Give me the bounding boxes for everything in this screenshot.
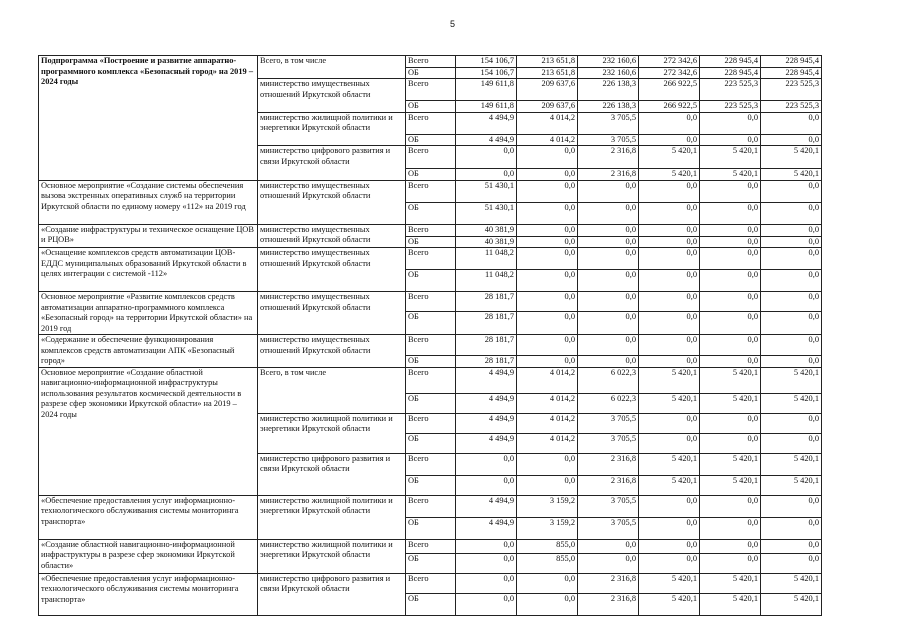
value-cell: 232 160,6 [578,67,639,79]
value-cell: 0,0 [761,355,822,367]
value-cell: 0,0 [700,517,761,539]
value-cell: 0,0 [517,146,578,169]
value-cell: 0,0 [639,312,700,335]
measure-name-cell: «Создание инфраструктуры и техническое оснащение ЦОВ и РЦОВ» [39,224,258,248]
value-cell: 0,0 [761,335,822,356]
executor-cell: министерство имущественных отношений Иркутской области [258,180,406,224]
value-cell: 0,0 [639,248,700,270]
table-row [39,224,822,236]
value-cell: 272 342,6 [639,67,700,79]
funding-source-cell: Всего [406,539,456,553]
value-cell: 5 420,1 [761,475,822,495]
value-cell: 0,0 [700,180,761,202]
value-cell: 149 611,8 [456,101,517,113]
value-cell: 0,0 [700,270,761,292]
funding-source-cell: Всего [406,367,456,393]
funding-source-cell: Всего [406,79,456,101]
value-cell: 0,0 [578,224,639,236]
executor-cell: министерство имущественных отношений Иркутской области [258,79,406,113]
value-cell: 0,0 [517,270,578,292]
value-cell: 209 637,6 [517,101,578,113]
value-cell: 4 494,9 [456,112,517,134]
value-cell: 5 420,1 [639,593,700,615]
value-cell: 0,0 [639,355,700,367]
value-cell: 0,0 [517,593,578,615]
measure-name-cell: «Создание областной навигационно-информационной инфраструктуры в разрезе сфер экономики Иркутской области» [39,539,258,573]
value-cell: 0,0 [700,312,761,335]
funding-source-cell: Всего [406,292,456,312]
executor-cell: министерство цифрового развития и связи Иркутской области [258,573,406,615]
value-cell: 0,0 [761,236,822,248]
value-cell: 0,0 [700,202,761,224]
funding-source-cell: ОБ [406,355,456,367]
value-cell: 0,0 [639,202,700,224]
value-cell: 228 945,4 [700,67,761,79]
executor-cell: министерство жилищной политики и энергетики Иркутской области [258,413,406,453]
value-cell: 0,0 [761,224,822,236]
executor-cell: министерство имущественных отношений Иркутской области [258,292,406,335]
value-cell: 3 159,2 [517,495,578,517]
value-cell: 2 316,8 [578,475,639,495]
value-cell: 213 651,8 [517,56,578,68]
value-cell: 0,0 [578,236,639,248]
value-cell: 40 381,9 [456,236,517,248]
table-row [39,248,822,270]
value-cell: 5 420,1 [700,367,761,393]
value-cell: 0,0 [578,248,639,270]
funding-source-cell: Всего [406,112,456,134]
value-cell: 0,0 [700,413,761,433]
value-cell: 5 420,1 [700,453,761,475]
value-cell: 0,0 [700,553,761,573]
value-cell: 28 181,7 [456,355,517,367]
executor-cell: министерство имущественных отношений Иркутской области [258,335,406,368]
value-cell: 0,0 [578,312,639,335]
value-cell: 0,0 [517,180,578,202]
value-cell: 4 494,9 [456,134,517,146]
value-cell: 5 420,1 [761,593,822,615]
executor-cell: министерство жилищной политики и энергетики Иркутской области [258,112,406,146]
value-cell: 5 420,1 [639,475,700,495]
executor-cell: министерство имущественных отношений Иркутской области [258,248,406,292]
value-cell: 154 106,7 [456,67,517,79]
value-cell: 5 420,1 [700,593,761,615]
value-cell: 3 705,5 [578,517,639,539]
funding-source-cell: ОБ [406,169,456,181]
measure-name-cell: Основное мероприятие «Создание системы обеспечения вызова экстренных оперативных служб на территории Иркутской области по единому номеру «112» на 2019 год [39,180,258,224]
value-cell: 5 420,1 [761,146,822,169]
value-cell: 6 022,3 [578,367,639,393]
value-cell: 223 525,3 [761,79,822,101]
value-cell: 4 014,2 [517,112,578,134]
page-number: 5 [449,19,455,29]
value-cell: 0,0 [639,553,700,573]
value-cell: 226 138,3 [578,79,639,101]
value-cell: 0,0 [639,180,700,202]
value-cell: 4 494,9 [456,433,517,453]
value-cell: 0,0 [517,292,578,312]
value-cell: 0,0 [639,236,700,248]
funding-source-cell: ОБ [406,553,456,573]
value-cell: 3 705,5 [578,134,639,146]
value-cell: 0,0 [639,335,700,356]
value-cell: 0,0 [639,270,700,292]
funding-source-cell: ОБ [406,101,456,113]
value-cell: 4 494,9 [456,495,517,517]
value-cell: 28 181,7 [456,292,517,312]
value-cell: 5 420,1 [700,393,761,413]
funding-source-cell: Всего [406,413,456,433]
value-cell: 0,0 [761,495,822,517]
value-cell: 11 048,2 [456,270,517,292]
value-cell: 5 420,1 [639,367,700,393]
funding-source-cell: Всего [406,453,456,475]
value-cell: 0,0 [517,312,578,335]
table-row [39,573,822,593]
value-cell: 272 342,6 [639,56,700,68]
value-cell: 0,0 [578,202,639,224]
value-cell: 28 181,7 [456,335,517,356]
value-cell: 0,0 [700,433,761,453]
value-cell: 0,0 [517,335,578,356]
measure-name-cell: Подпрограмма «Построение и развитие аппаратно-программного комплекса «Безопасный город» на 2019 – 2024 годы [39,56,258,181]
value-cell: 4 014,2 [517,413,578,433]
value-cell: 0,0 [578,180,639,202]
value-cell: 5 420,1 [700,573,761,593]
value-cell: 0,0 [639,433,700,453]
value-cell: 2 316,8 [578,169,639,181]
value-cell: 0,0 [761,270,822,292]
value-cell: 4 014,2 [517,433,578,453]
table-row [39,180,822,202]
value-cell: 149 611,8 [456,79,517,101]
executor-cell: Всего, в том числе [258,367,406,413]
value-cell: 4 494,9 [456,517,517,539]
funding-source-cell: Всего [406,180,456,202]
value-cell: 0,0 [456,573,517,593]
value-cell: 0,0 [517,224,578,236]
value-cell: 0,0 [761,292,822,312]
funding-source-cell: ОБ [406,134,456,146]
value-cell: 5 420,1 [700,146,761,169]
value-cell: 0,0 [578,539,639,553]
value-cell: 0,0 [700,355,761,367]
value-cell: 5 420,1 [761,367,822,393]
value-cell: 232 160,6 [578,56,639,68]
value-cell: 3 705,5 [578,112,639,134]
value-cell: 0,0 [456,539,517,553]
table-row [39,56,822,68]
value-cell: 28 181,7 [456,312,517,335]
value-cell: 209 637,6 [517,79,578,101]
funding-source-cell: ОБ [406,433,456,453]
value-cell: 0,0 [578,292,639,312]
value-cell: 5 420,1 [761,169,822,181]
executor-cell: министерство жилищной политики и энергетики Иркутской области [258,495,406,539]
value-cell: 0,0 [700,539,761,553]
value-cell: 0,0 [639,495,700,517]
value-cell: 0,0 [578,270,639,292]
value-cell: 5 420,1 [761,453,822,475]
funding-source-cell: ОБ [406,312,456,335]
measure-name-cell: «Обеспечение предоставления услуг информационно-технологического обслуживания системы мониторинга транспорта» [39,495,258,539]
value-cell: 0,0 [517,236,578,248]
value-cell: 223 525,3 [700,101,761,113]
value-cell: 0,0 [517,355,578,367]
funding-source-cell: ОБ [406,236,456,248]
value-cell: 0,0 [700,224,761,236]
table-row [39,495,822,517]
value-cell: 4 494,9 [456,393,517,413]
value-cell: 0,0 [700,248,761,270]
value-cell: 0,0 [761,413,822,433]
value-cell: 4 014,2 [517,134,578,146]
value-cell: 0,0 [639,112,700,134]
value-cell: 4 494,9 [456,367,517,393]
funding-source-cell: ОБ [406,393,456,413]
funding-source-cell: Всего [406,224,456,236]
value-cell: 0,0 [761,517,822,539]
table-row [39,367,822,393]
value-cell: 0,0 [700,134,761,146]
value-cell: 0,0 [517,573,578,593]
executor-cell: министерство имущественных отношений Иркутской области [258,224,406,248]
value-cell: 0,0 [761,312,822,335]
value-cell: 5 420,1 [700,169,761,181]
value-cell: 0,0 [456,593,517,615]
value-cell: 0,0 [761,180,822,202]
value-cell: 0,0 [761,433,822,453]
value-cell: 266 922,5 [639,79,700,101]
funding-source-cell: ОБ [406,517,456,539]
value-cell: 51 430,1 [456,180,517,202]
value-cell: 0,0 [517,248,578,270]
value-cell: 0,0 [578,335,639,356]
funding-source-cell: ОБ [406,593,456,615]
funding-source-cell: Всего [406,56,456,68]
value-cell: 6 022,3 [578,393,639,413]
value-cell: 855,0 [517,539,578,553]
value-cell: 223 525,3 [761,101,822,113]
value-cell: 0,0 [578,355,639,367]
value-cell: 5 420,1 [639,573,700,593]
value-cell: 5 420,1 [700,475,761,495]
value-cell: 5 420,1 [639,393,700,413]
funding-source-cell: Всего [406,146,456,169]
executor-cell: Всего, в том числе [258,56,406,79]
value-cell: 223 525,3 [700,79,761,101]
value-cell: 2 316,8 [578,146,639,169]
value-cell: 40 381,9 [456,224,517,236]
measure-name-cell: «Оснащение комплексов средств автоматизации ЦОВ-ЕДДС муниципальных образований Иркутской области в целях интеграции с системой -112» [39,248,258,292]
value-cell: 2 316,8 [578,573,639,593]
value-cell: 0,0 [517,202,578,224]
funding-source-cell: ОБ [406,475,456,495]
funding-source-cell: ОБ [406,270,456,292]
value-cell: 0,0 [761,134,822,146]
value-cell: 213 651,8 [517,67,578,79]
value-cell: 0,0 [456,475,517,495]
value-cell: 0,0 [639,517,700,539]
value-cell: 0,0 [761,539,822,553]
funding-source-cell: Всего [406,248,456,270]
value-cell: 0,0 [639,292,700,312]
value-cell: 0,0 [456,453,517,475]
value-cell: 0,0 [700,112,761,134]
value-cell: 0,0 [578,553,639,573]
funding-source-cell: Всего [406,335,456,356]
value-cell: 228 945,4 [761,56,822,68]
value-cell: 0,0 [517,475,578,495]
value-cell: 0,0 [639,539,700,553]
value-cell: 154 106,7 [456,56,517,68]
value-cell: 3 159,2 [517,517,578,539]
value-cell: 11 048,2 [456,248,517,270]
measure-name-cell: Основное мероприятие «Создание областной навигационно-информационной инфраструктуры использования результатов космической деятельности в разрезе сфер экономики Иркутской области» на 2019 – 2024 годы [39,367,258,495]
funding-source-cell: Всего [406,573,456,593]
value-cell: 266 922,5 [639,101,700,113]
measure-name-cell: Основное мероприятие «Развитие комплексов средств автоматизации аппаратно-программного комплекса «Безопасный город» на территории Иркутской области» на 2019 год [39,292,258,335]
value-cell: 3 705,5 [578,433,639,453]
value-cell: 0,0 [456,553,517,573]
value-cell: 0,0 [700,236,761,248]
funding-source-cell: ОБ [406,67,456,79]
value-cell: 0,0 [700,292,761,312]
value-cell: 3 705,5 [578,495,639,517]
value-cell: 0,0 [639,413,700,433]
value-cell: 0,0 [639,224,700,236]
value-cell: 855,0 [517,553,578,573]
value-cell: 4 014,2 [517,367,578,393]
measure-name-cell: «Содержание и обеспечение функционирования комплексов средств автоматизации АПК «Безопасный город» [39,335,258,368]
value-cell: 2 316,8 [578,453,639,475]
value-cell: 228 945,4 [700,56,761,68]
value-cell: 0,0 [700,335,761,356]
table-row [39,335,822,356]
value-cell: 0,0 [700,495,761,517]
value-cell: 3 705,5 [578,413,639,433]
budget-table [38,55,822,616]
funding-source-cell: ОБ [406,202,456,224]
value-cell: 5 420,1 [761,393,822,413]
funding-source-cell: Всего [406,495,456,517]
value-cell: 0,0 [761,202,822,224]
value-cell: 5 420,1 [761,573,822,593]
value-cell: 0,0 [639,134,700,146]
value-cell: 5 420,1 [639,169,700,181]
value-cell: 228 945,4 [761,67,822,79]
value-cell: 5 420,1 [639,146,700,169]
value-cell: 226 138,3 [578,101,639,113]
value-cell: 0,0 [761,112,822,134]
value-cell: 0,0 [761,553,822,573]
table-row [39,539,822,553]
value-cell: 0,0 [517,453,578,475]
value-cell: 2 316,8 [578,593,639,615]
value-cell: 5 420,1 [639,453,700,475]
value-cell: 4 014,2 [517,393,578,413]
value-cell: 51 430,1 [456,202,517,224]
value-cell: 0,0 [456,169,517,181]
value-cell: 0,0 [456,146,517,169]
value-cell: 0,0 [761,248,822,270]
executor-cell: министерство цифрового развития и связи Иркутской области [258,453,406,495]
value-cell: 0,0 [517,169,578,181]
executor-cell: министерство жилищной политики и энергетики Иркутской области [258,539,406,573]
executor-cell: министерство цифрового развития и связи Иркутской области [258,146,406,181]
measure-name-cell: «Обеспечение предоставления услуг информационно-технологического обслуживания системы мониторинга транспорта» [39,573,258,615]
value-cell: 4 494,9 [456,413,517,433]
table-row [39,292,822,312]
